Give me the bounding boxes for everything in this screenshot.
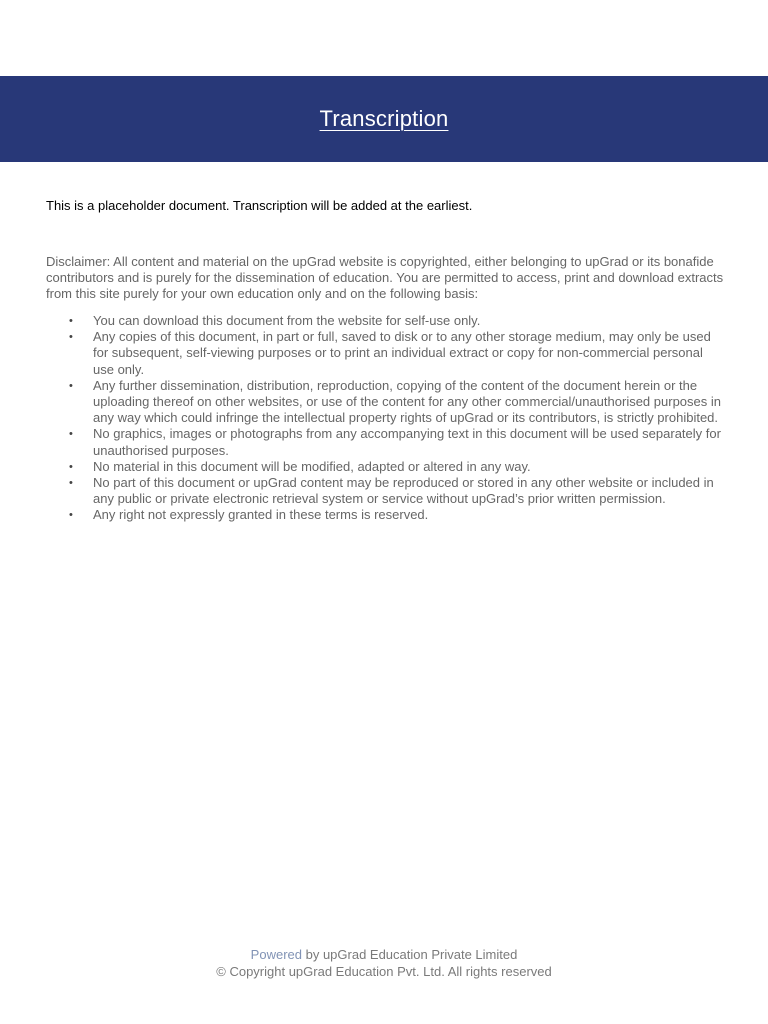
page-title: Transcription	[319, 106, 449, 131]
terms-list	[46, 313, 726, 524]
list-item	[46, 313, 726, 329]
list-item-text: Any copies of this document, in part or full, saved to disk or to any other storage medium, may only be used for subsequent, self-viewing purposes or to print an individual extract or copy for non-commercial personal use only.	[93, 329, 711, 377]
list-item	[46, 378, 726, 427]
copyright-line: © Copyright upGrad Education Pvt. Ltd. All rights reserved	[216, 963, 552, 979]
list-item-text: No material in this document will be modified, adapted or altered in any way.	[93, 458, 531, 474]
powered-by-text: by upGrad Education Private Limited	[301, 947, 518, 962]
list-item	[46, 507, 726, 523]
bullet-icon: •	[69, 509, 73, 522]
placeholder-notice: This is a placeholder document. Transcription will be added at the earliest.	[46, 198, 473, 213]
list-item-text: Any further dissemination, distribution, reproduction, copying of the content of the document herein or the uploading thereof on other websites, or use of the content for any other commercial/unauthorised purposes in any way which could infringe the intellectual property rights of upGrad or its contributors, is strictly prohibited.	[93, 377, 721, 426]
bullet-icon: •	[69, 379, 73, 392]
list-item-text: Any right not expressly granted in these terms is reserved.	[93, 507, 429, 523]
list-item-text: You can download this document from the website for self-use only.	[93, 313, 481, 328]
list-item-text: No part of this document or upGrad content may be reproduced or stored in any other website or included in any public or private electronic retrieval system or service without upGrad’s prior written permission.	[93, 475, 714, 507]
bullet-icon: •	[69, 477, 73, 490]
list-item	[46, 329, 726, 378]
disclaimer-intro: Disclaimer: All content and material on the upGrad website is copyrighted, either belonging to upGrad or its bonafide contributors and is purely for the dissemination of education. You are permitted to access, print and download extracts from this site purely for your own education only and on the following basis:	[46, 254, 724, 302]
powered-word: Powered	[250, 947, 302, 962]
list-item	[46, 475, 726, 507]
powered-by-line	[0, 947, 768, 964]
list-item	[46, 426, 726, 458]
bullet-icon: •	[69, 460, 73, 473]
bullet-icon: •	[69, 315, 73, 327]
list-item	[46, 459, 726, 475]
bullet-icon: •	[69, 428, 73, 441]
footer	[0, 947, 768, 980]
list-item-text: No graphics, images or photographs from any accompanying text in this document will be used separately for unauthorised purposes.	[93, 426, 721, 458]
header-banner	[0, 76, 768, 162]
bullet-icon: •	[69, 331, 73, 344]
